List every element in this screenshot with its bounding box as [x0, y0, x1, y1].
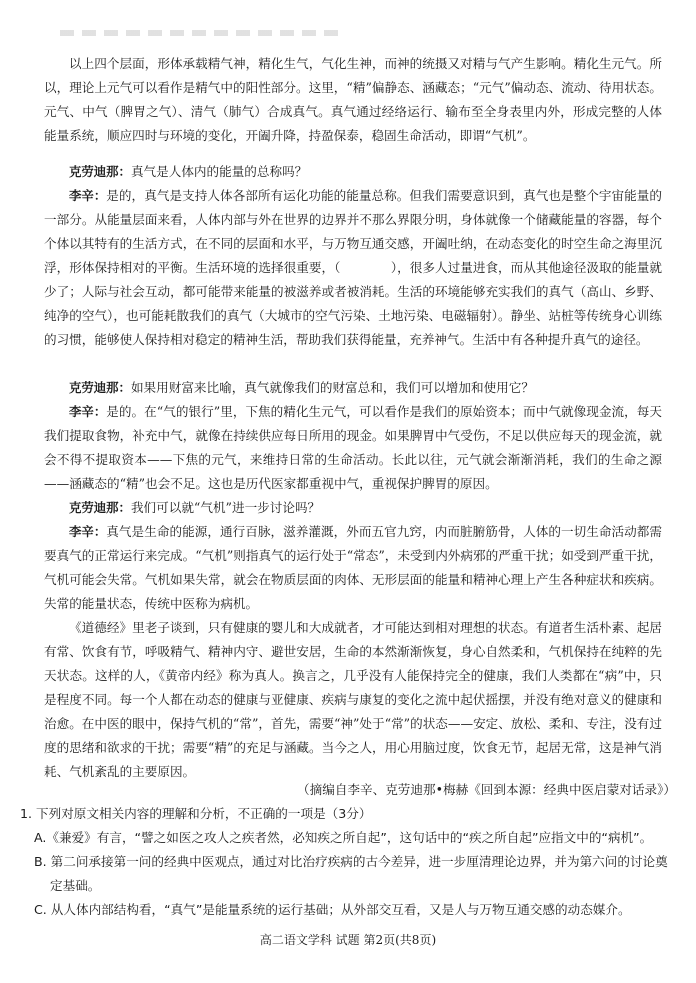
option-b-text: B. 第二问承接第一问的经典中医观点，通过对比治疗疾病的古今差异，进一步厘清理论边界，并为第六问的讨论奠定基础。: [34, 854, 668, 893]
dialogue-answer-2: [44, 400, 662, 496]
question-text: 如果用财富来比喻，真气就像我们的财富总和，我们可以增加和使用它？: [130, 380, 534, 395]
dialogue-question-2: [44, 376, 662, 400]
question-stem: 1. 下列对原文相关内容的理解和分析，不正确的一项是（3分）: [20, 806, 372, 821]
option-c[interactable]: [34, 898, 674, 922]
passage-paragraph-intro: 以上四个层面，形体承载精气神，精化生气，气化生神，而神的统摄又对精与气产生影响。精化生元气。所以，理论上元气可以看作是精气中的阳性部分。这里，“精”偏静态、涵藏态；“元气”偏动态、流动、待用状态。元气、中气（脾胃之气）、清气（肺气）合成真气。真气通过经络运行、输布至全身表里内外，形成完整的人体能量系统，顺应四时与环境的变化，开阖升降，持盈保泰，稳固生命活动，即谓“气机”。: [44, 56, 662, 143]
dialogue-answer-1: [44, 184, 662, 352]
speaker-lixin: 李辛：: [69, 188, 107, 203]
option-c-text: C. 从人体内部结构看，“真气”是能量系统的运行基础；从外部交互看，又是人与万物互通交感的动态媒介。: [34, 902, 631, 917]
option-a[interactable]: [34, 826, 674, 850]
answer-text: 是的。在“气的银行”里，下焦的精化生元气，可以看作是我们的原始资本；而中气就像现金流，每天我们提取食物，补充中气，就像在持续供应每日所用的现金。如果脾胃中气受伤，不足以供应每天的现金流，就会不得不提取资本——下焦的元气，来维持日常的生命活动。长此以往，元气就会渐渐消耗，我们的生命之源——涵藏态的“精”也会不足。这也是历代医家都重视中气，重视保护脾胃的原因。: [44, 404, 662, 491]
speaker-claudine: 克劳迪那：: [69, 164, 131, 179]
speaker-claudine: 克劳迪那：: [69, 500, 131, 515]
speaker-lixin: 李辛：: [69, 524, 107, 539]
speaker-lixin: 李辛：: [69, 404, 107, 419]
source-citation: （摘编自李辛、克劳迪那•梅赫《回到本源：经典中医启蒙对话录》）: [297, 782, 676, 797]
answer-text: 是的，真气是支持人体各部所有运化功能的能量总称。但我们需要意识到，真气也是整个宇宙能量的一部分。从能量层面来看，人体内部与外在世界的边界并不那么界限分明，身体就像一个储藏能量的容器，每个个体以其特有的生活方式，在不同的层面和水平，与万物互通交感，开阖吐纳，在动态变化的时空生命之海里沉浮，形体保持相对的平衡。生活环境的选择很重要，（ ），很多人过量进食，而从其他途径汲取的能量就少了；人际与社会互动，都可能带来能量的被滋养或者被消耗。生活的环境能够充实我们的真气（高山、乡野、纯净的空气），也可能耗散我们的真气（大城市的空气污染、土地污染、电磁辐射）。静坐、站桩等传统身心训练的习惯，能够使人保持相对稳定的精神生活，帮助我们获得能量，充养神气。生活中有各种提升真气的途径。: [44, 188, 663, 347]
question-text: 真气是人体内的能量的总称吗？: [130, 164, 308, 179]
option-a-text: A.《兼爱》有言，“譬之如医之攻人之疾者然，必知疾之所自起”，这句话中的“疾之所自起”应指文中的“病机”。: [34, 830, 653, 845]
question-text: 我们可以就“气机”进一步讨论吗？: [130, 500, 321, 515]
speaker-claudine: 克劳迪那：: [69, 380, 131, 395]
dialogue-answer-3: [44, 520, 662, 616]
dialogue-question-3: [44, 496, 662, 520]
option-b[interactable]: [34, 850, 674, 898]
passage-paragraph-daodejing: 《道德经》里老子谈到，只有健康的婴儿和大成就者，才可能达到相对理想的状态。有道者生活朴素、起居有常、饮食有节，呼吸精气、精神内守、避世安居，生命的本然渐渐恢复，身心自然柔和，气机保持在纯粹的先天状态。这样的人，《黄帝内经》称为真人。换言之，几乎没有人能保持完全的健康，我们人类都在“病”中，只是程度不同。每一个人都在动态的健康与亚健康、疾病与康复的变化之流中起伏摇摆，并没有绝对意义的健康和治愈。在中医的眼中，保持气机的“常”，首先，需要“神”处于“常”的状态——安定、放松、柔和、专注，没有过度的思绪和欲求的干扰；需要“精”的充足与涵藏。当今之人，用心用脑过度，饮食无节，起居无常，这是神气消耗、气机紊乱的主要原因。: [44, 620, 662, 779]
answer-text: 真气是生命的能源，通行百脉，滋养灌溉，外而五官九窍，内而脏腑筋骨，人体的一切生命活动都需要真气的正常运行来完成。“气机”则指真气的运行处于“常态”，未受到内外病邪的严重干扰；如受到严重干扰，气机可能会失常。气机如果失常，就会在物质层面的肉体、无形层面的能量和精神心理上产生各种症状和疾病。失常的能量状态，传统中医称为病机。: [44, 524, 663, 611]
dialogue-question-1: [44, 160, 662, 184]
page-footer: 高二语文学科 试题 第2页(共8页): [259, 933, 437, 947]
faded-header-mark: [60, 30, 340, 36]
